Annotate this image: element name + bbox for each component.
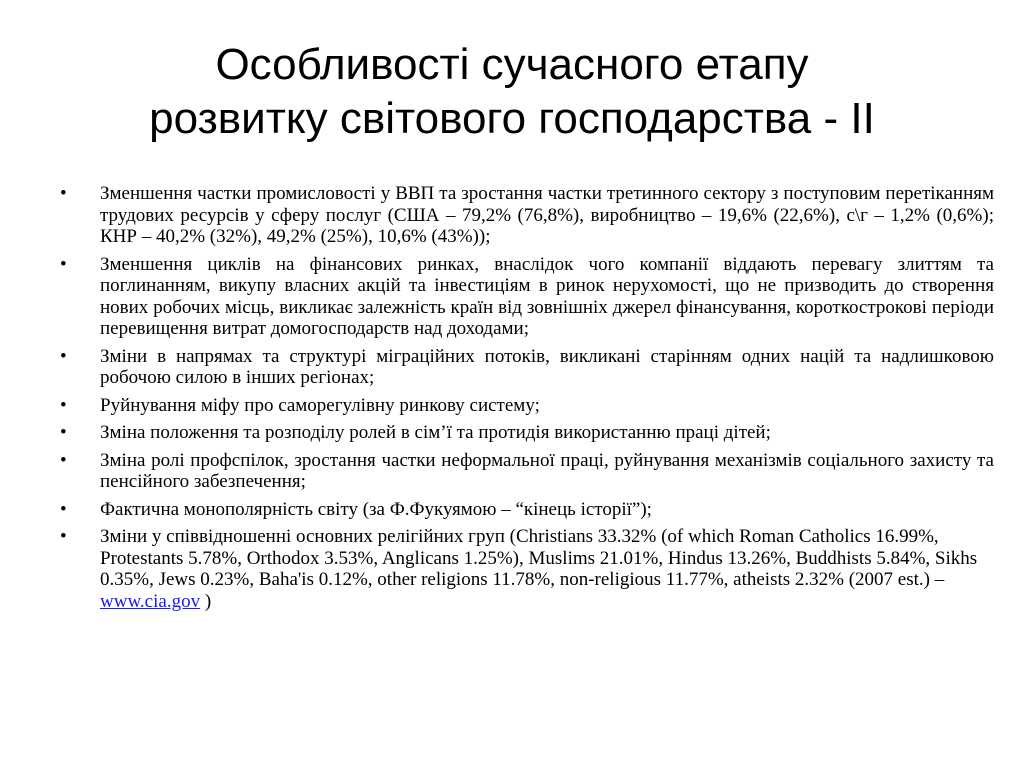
bullet-icon: •	[60, 253, 67, 275]
bullet-icon: •	[60, 498, 67, 520]
slide-title-line-1: Особливості сучасного етапу	[215, 40, 809, 89]
bullet-item-1	[56, 183, 994, 248]
bullet-text-8: Зміни у співвідношенні основних релігійних груп (Christians 33.32% (of which Roman Catholics 16.99%, Protestants 5.78%, Orthodox 3.53%, Anglicans 1.25%), Muslims 21.01%, Hindus 13.26%, Buddhists 5.84%, Sikhs 0.35%, Jews 0.23%, Baha'is 0.12%, other religions 11.78%, non-religious 11.77%, atheists 2.32% (2007 est.) –	[100, 526, 978, 590]
bullet-icon: •	[60, 345, 67, 367]
cia-gov-link[interactable]: www.cia.gov	[100, 590, 201, 612]
bullet-item-4	[56, 395, 994, 417]
bullet-item-5	[56, 422, 994, 444]
bullet-item-6	[56, 450, 994, 493]
bullet-text-2: Зменшення циклів на фінансових ринках, внаслідок чого компанії віддають перевагу злиттям та поглинанням, викупу власних акцій та інвестиціям в ринок нерухомості, що не призводить до створення нових робочих місць, викликає залежність країн від зовнішніх джерел фінансування, короткострокові періоди перевищення витрат домогосподарств над доходами;	[100, 253, 994, 339]
bullet-icon: •	[60, 394, 67, 416]
bullet-text-1: Зменшення частки промисловості у ВВП та зростання частки третинного сектору з поступовим перетіканням трудових ресурсів у сферу послуг (США – 79,2% (76,8%), виробництво – 19,6% (22,6%), с\г – 1,2% (0,6%); КНР – 40,2% (32%), 49,2% (25%), 10,6% (43%));	[100, 183, 994, 247]
bullet-text-4: Руйнування міфу про саморегулівну ринкову систему;	[100, 394, 540, 416]
bullet-item-3	[56, 346, 994, 389]
bullet-icon: •	[60, 526, 67, 547]
bullet-text-7: Фактична монополярність світу (за Ф.Фукуямою – “кінець історії”);	[100, 498, 652, 520]
bullet-icon: •	[60, 449, 67, 471]
bullet-text-3: Зміни в напрямах та структурі міграційних потоків, викликані старінням одних націй та надлишковою робочою силою в інших регіонах;	[100, 345, 994, 388]
bullet-item-2	[56, 254, 994, 340]
slide-title-line-2: розвитку світового господарства - ІІ	[149, 94, 875, 143]
bullet-text-5: Зміна положення та розподілу ролей в сім’ї та протидія використанню праці дітей;	[100, 422, 771, 443]
slide-title	[40, 38, 984, 146]
bullet-icon: •	[60, 183, 67, 204]
bullet-icon: •	[60, 422, 67, 443]
bullet-text-8-suffix: )	[200, 590, 212, 612]
bullet-text-6: Зміна ролі профспілок, зростання частки неформальної праці, руйнування механізмів соціального захисту та пенсійного забезпечення;	[100, 449, 994, 492]
bullet-item-8	[56, 526, 994, 612]
bullet-item-7	[56, 499, 994, 521]
bullet-list	[56, 183, 994, 618]
